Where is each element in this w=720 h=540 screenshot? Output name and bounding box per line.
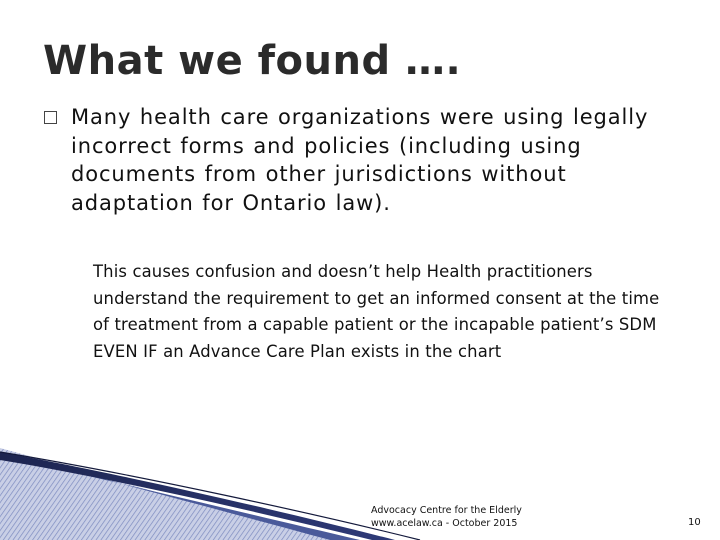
footer-org-name: Advocacy Centre for the Elderly [371, 505, 522, 516]
bullet-item [44, 103, 684, 217]
slide-title: What we found …. [43, 38, 462, 84]
page-number: 10 [688, 517, 701, 528]
body-paragraph: This causes confusion and doesn’t help Health practitioners understand the requirement to get an informed consent at the time of treatment from a capable patient or the incapable patient’s SDM EVEN IF an Advance Care Plan exists in the chart [93, 262, 660, 361]
footer-organization [371, 504, 522, 530]
square-bullet-icon [44, 111, 57, 124]
bullet-text: Many health care organizations were using legally incorrect forms and policies (including using documents from other jurisdictions without adaptation for Ontario law). [71, 105, 649, 215]
footer-website-date: www.acelaw.ca - October 2015 [371, 518, 518, 529]
